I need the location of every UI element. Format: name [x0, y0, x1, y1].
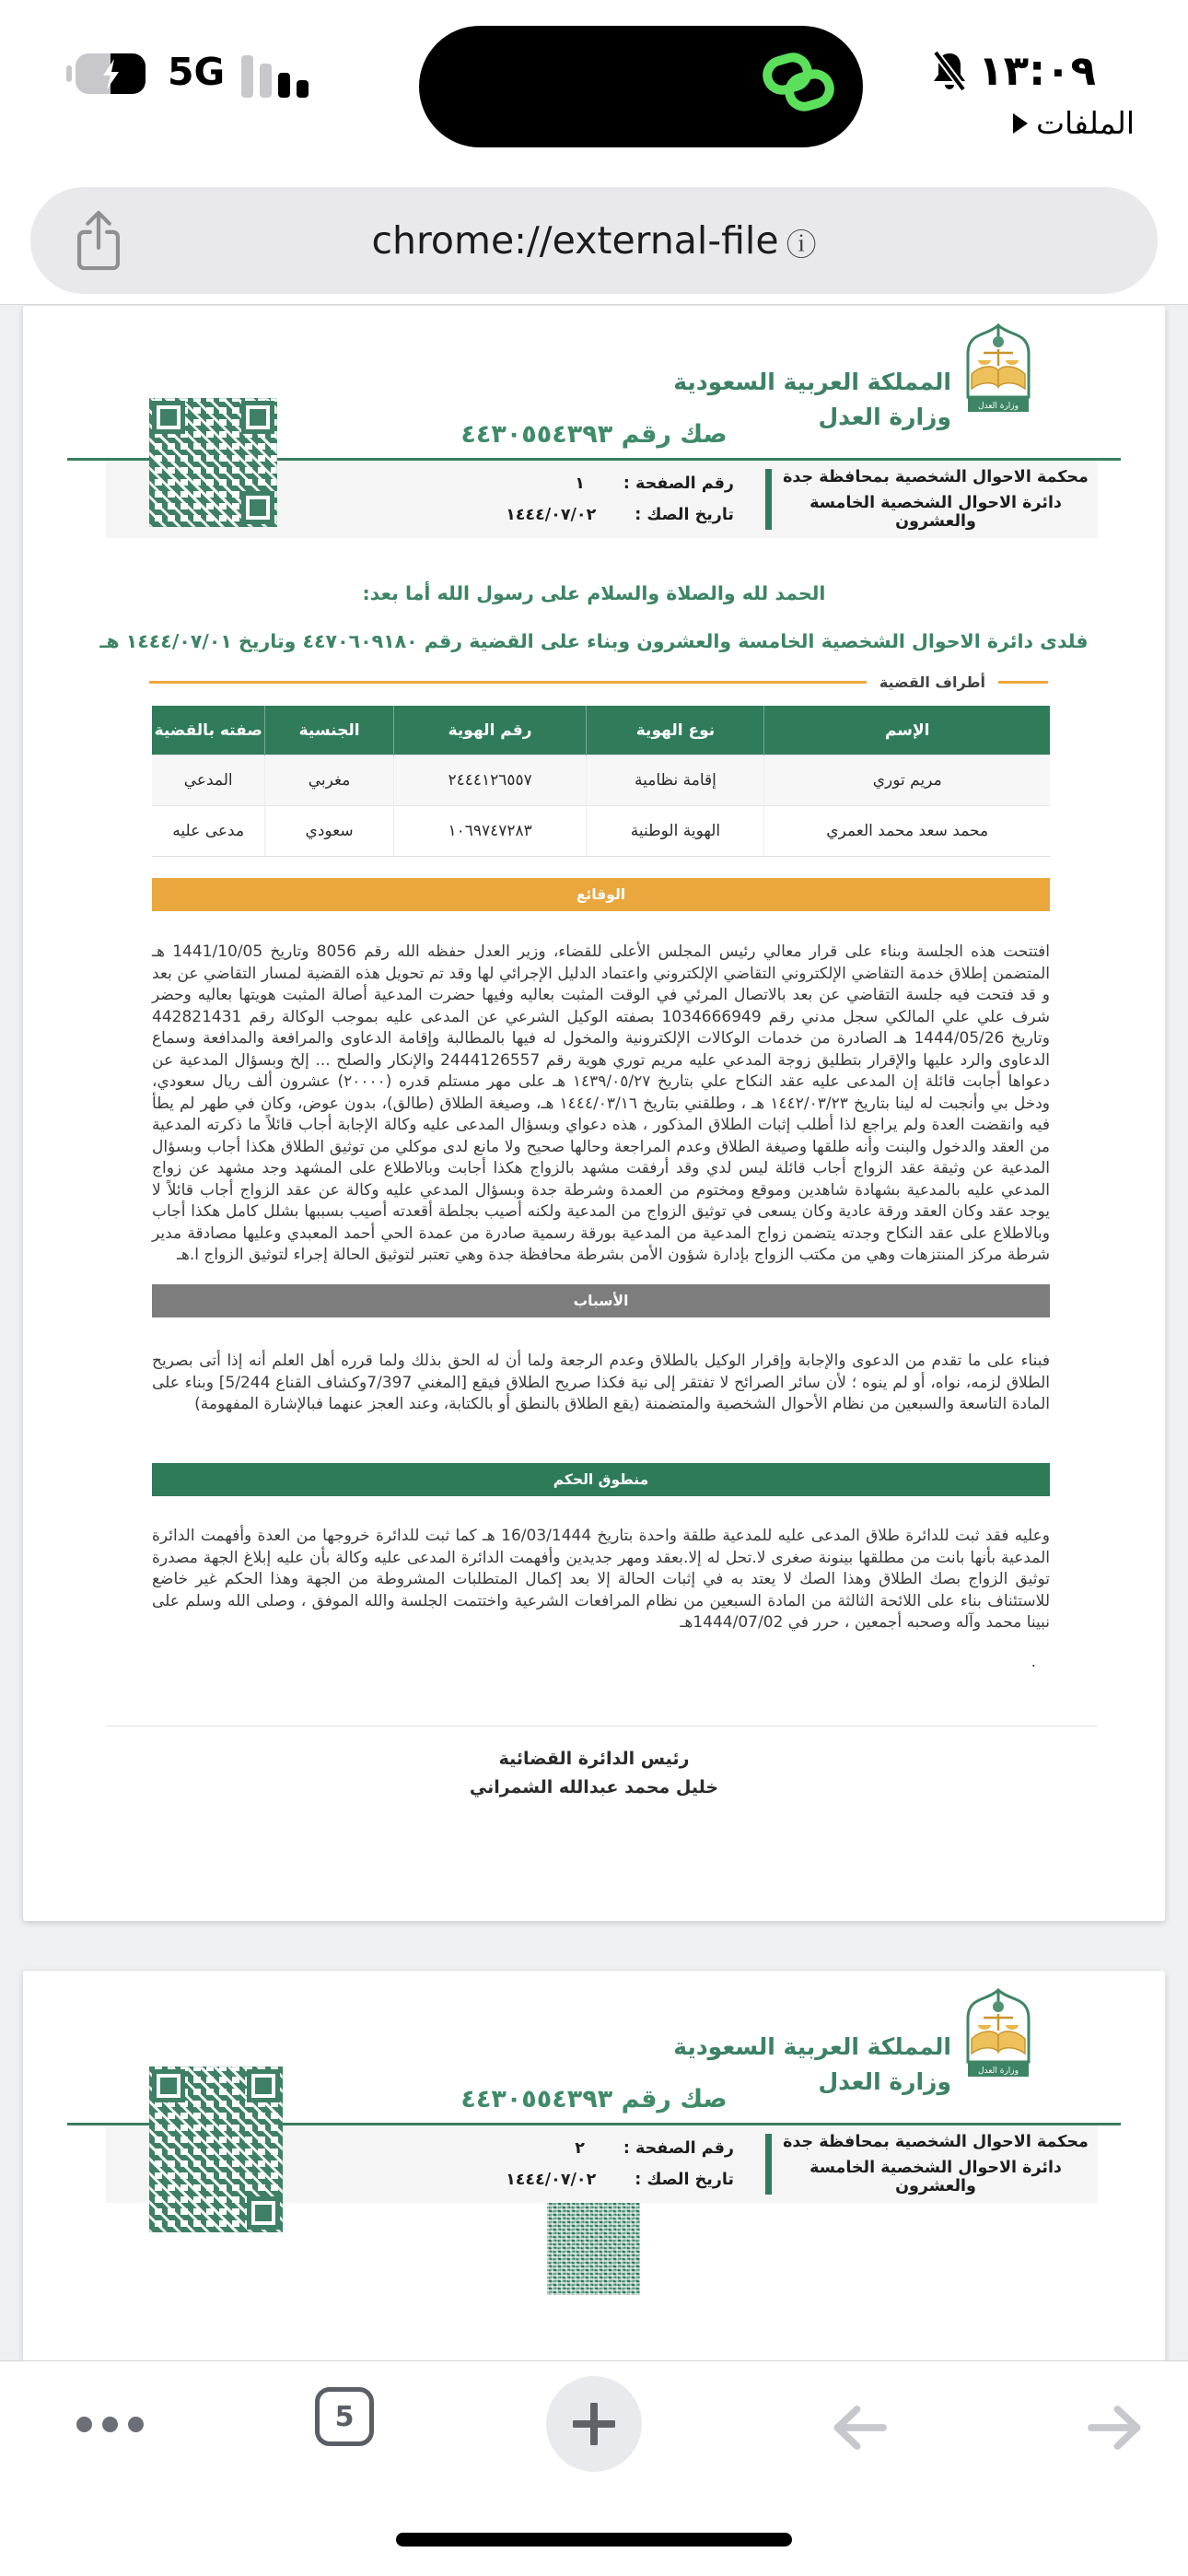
time-label: ١٣:٠٩ [978, 46, 1096, 95]
cell-id-number: ١٠٦٩٧٤٧٢٨٣ [393, 806, 587, 857]
info-icon[interactable]: ⓘ [786, 226, 817, 263]
ministry-label: وزارة العدل [818, 404, 951, 430]
plus-icon [573, 2403, 615, 2445]
tab-count: 5 [334, 2400, 355, 2433]
page-number-value: ١ [575, 474, 585, 493]
col-header-id-type: نوع الهوية [587, 706, 764, 755]
deed-date-label: تاريخ الصك : [635, 2171, 734, 2190]
more-options-button[interactable] [76, 2417, 144, 2432]
signal-strength-icon [241, 53, 309, 98]
ruling-end-mark: . [1031, 1653, 1036, 1671]
ruling-banner: منطوق الحكم [152, 1463, 1050, 1496]
back-to-files-breadcrumb[interactable] [1013, 105, 1135, 141]
header-separator-bar [765, 469, 772, 530]
ruling-text: وعليه فقد ثبت للدائرة طلاق المدعى عليه للمدعية طلقة واحدة بتاريخ 16/03/1444 هـ كما ثبت للدائرة خروجها من العدة وأفهمت الدائرة المدعية بأنها بانت من مطلقها بينونة صغرى لا.تحل له إلا.بعقد ومهر جديدين وأفهمت الدائرة المدعى عليه وكالة بأن عليه إبلاغ الجهة مصدرة توثيق الزواج بصك الطلاق وهذا الصك لا يعتد به في إثبات الحالة إلا بعد إكمال المتطلبات المشروطة من الجهة وهذا الحكم غير خاضع للاستئناف بناء على اللائحة الثالثة من المادة السبعين من نظام المرافعات الشرعية واختتمت الجلسة والله الموفق ، وصلى الله وسلم على نبينا محمد وآله وصحبه أجمعين ، حرر في 1444/07/02هـ [152, 1527, 1050, 1632]
reasons-banner: الأسباب [152, 1284, 1050, 1317]
ministry-of-justice-logo [961, 1988, 1036, 2080]
court-name: محكمة الاحوال الشخصية بمحافظة جدة [783, 2133, 1089, 2151]
bottom-toolbar [0, 2360, 1188, 2576]
cell-role: المدعي [152, 755, 265, 806]
signature-name: خليل محمد عبدالله الشمراني [469, 1777, 719, 1797]
bell-slash-icon [930, 49, 969, 93]
col-header-role: صفته بالقضية [152, 706, 265, 755]
reasons-text: فبناء على ما تقدم من الدعوى والإجابة وإقرار الوكيل بالطلاق وعدم الرجعة ولما أن له الحق بذلك ولما قرره أهل العلم أنه إذا أتى بصريح الطلاق لزمه، نواه، أو لم ينوه ؛ لأن سائر الصرائح لا تفتقر إلى نية فكذا صريح الطلاق فيقع [المغني 7/397وكشاف القناع 5/244] وبناء على المادة التاسعة والسبعين من نظام الأحوال الشخصية والمتضمنة (يقع الطلاق بالنطق أو بالكتابة، وعند العجز عنهما فبالإشارة المفهومة) [152, 1352, 1050, 1413]
signature-role: رئيس الدائرة القضائية [498, 1749, 690, 1769]
qr-code [149, 398, 277, 527]
page-number-label: رقم الصفحة : [623, 2138, 734, 2158]
table-row [152, 755, 1050, 806]
intro-line-2: فلدى دائرة الاحوال الشخصية الخامسة والعشرون وبناء على القضية رقم ٤٤٧٠٦٠٩١٨٠ وتاريخ ١٤٤٤/٠٧/٠١ هـ [99, 630, 1089, 652]
new-tab-button[interactable] [546, 2376, 642, 2472]
deed-date-label: تاريخ الصك : [635, 506, 734, 525]
facts-text: افتتحت هذه الجلسة وبناء على قرار معالي رئيس المجلس الأعلى للقضاء، وزير العدل حفظه الله رقم 8056 وتاريخ 1441/10/05 هـ المتضمن إطلاق خدمة التقاضي الإلكتروني التقاضي الإلكتروني واعتماد الدليل الإجرائي لها وقد تم تحويل هذه القضية لمسار التقاضي عن بعد و قد فتحت فيه جلسة التقاضي عن بعد بالاتصال المرئي في الوقت المثبت بعاليه وفيها حضرت المدعية أصالة المثبت هويتها بعاليه وحضر شرف علي علي المالكي سجل مدني رقم 1034666949 بصفته الوكيل الشرعي عن المدعى عليه بموجب الوكالة رقم 442821431 وتاريخ 1444/05/26 هـ الصادرة من خدمات الوكالات الإلكترونية والمخول له فيها بالمطالبة وإقامة الدعاوى والمرافعة والمدافعة وسماع الدعاوى والرد عليها والإقرار بتطليق زوجة المدعي عليه مريم توري هوية رقم 2444126557 والإنكار والصلح ... إلخ وبسؤال المدعية عن دعواها أجابت قائلة إن المدعى عليه عقد النكاح علي بتاريخ ١٤٣٩/٠٥/٢٧ هـ على مهر مستلم قدره (٢٠٠٠٠) عشرون ألف ريال سعودي، ودخل بي وأنجبت له لينا بتاريخ ١٤٤٢/٠٣/٢٣ هـ ، وطلقني بتاريخ ١٤٤٤/٠٣/١٦ هـ، وصيغة الطلاق (طالق)، بدون عوض، وكان في طهر لم يطأ فيه وانقضت العدة ولم يراجع لذا أطلب إثبات الطلاق المذكور ، هذه دعواي وبسؤال المدعى عليه وكالة الإجابة أجاب قائلاً ما ذكرته المدعية من العقد والدخول والبنت وأنه طلقها وصيغة الطلاق وعدم المراجعة وحالها صحيح ولا مانع لدى موكلي من توثيق الطلاق هكذا أجاب وبسؤال المدعية عن وثيقة عقد الزواج أجاب قائلة ليس لدي وقد أرفقت مشهد بالزواج هكذا أجابت وبالاطلاع على المشهد وجد مشهد عن زواج المدعي عليه بالمدعية بشهادة شاهدين وموقع ومختوم من العمدة وشرطة جدة وبسؤال المدعي عليه وكالة عن عقد الزواج أجاب قائلاً لا يوجد عقد وكان العقد ورقة عادية وكان يسعى في توثيق الزواج من المدعية ولكنه أصيب بجلطة أقعدته أصيب بسببها بشلل كامل هكذا أجاب وبالاطلاع على عقد النكاح وجدته يتضمن زواج المدعية من المدعية بورقة رسمية صادرة من عمدة الحي أحمد المعبدي وعليها مصادقة مدير شرطة مركز المنتزهات وهي من مكتب الزواج بإدارة شؤون الأمن بشرطة محافظة جدة وهي تعتبر لتوثيق الحالة إجراء لتوثيق الزواج ا.هـ [152, 943, 1050, 1264]
status-bar [0, 0, 1188, 184]
cell-id-number: ٢٤٤٤١٢٦٥٥٧ [393, 755, 587, 806]
link-rings-icon [762, 52, 837, 116]
ministry-of-justice-logo [961, 323, 1036, 416]
court-name: محكمة الاحوال الشخصية بمحافظة جدة [783, 468, 1089, 486]
svg-text:وزارة العدل: وزارة العدل [978, 2067, 1019, 2076]
url-value: chrome://external-file [371, 218, 779, 263]
col-header-nationality: الجنسية [265, 706, 393, 755]
deed-date-value: ١٤٤٤/٠٧/٠٢ [506, 506, 597, 525]
deed-number: صك رقم ٤٤٣٠٥٥٤٣٩٣ [460, 2085, 728, 2113]
qr-code [149, 2067, 283, 2232]
back-button[interactable] [827, 2404, 891, 2455]
marker-line-short [998, 681, 1048, 684]
back-to-app-label: الملفات [1035, 105, 1135, 141]
parties-table [152, 706, 1050, 857]
page-number-value: ٢ [575, 2138, 585, 2158]
parties-section-marker [149, 673, 1048, 691]
tab-switcher-button[interactable] [315, 2387, 374, 2446]
page-number-label: رقم الصفحة : [623, 474, 734, 493]
omnibox[interactable] [30, 187, 1158, 294]
circuit-name: دائرة الاحوال الشخصية الخامسة والعشرون [809, 2159, 1062, 2195]
header-separator-bar [765, 2134, 772, 2195]
cell-nationality: سعودي [265, 806, 393, 857]
cell-name: محمد سعد محمد العمري [764, 806, 1050, 857]
table-header-row [152, 706, 1050, 755]
battery-icon [66, 52, 149, 96]
col-header-id-number: رقم الهوية [393, 706, 587, 755]
table-row [152, 806, 1050, 857]
dynamic-island[interactable] [419, 26, 863, 147]
back-arrow-icon [827, 2404, 891, 2452]
web-content[interactable] [0, 305, 1188, 2360]
deed-number: صك رقم ٤٤٣٠٥٥٤٣٩٣ [460, 420, 728, 449]
document-page-2 [23, 1971, 1165, 2360]
signature-divider [106, 1726, 1098, 1727]
facts-banner: الوقائع [152, 878, 1050, 911]
cell-nationality: مغربي [265, 755, 393, 806]
forward-arrow-icon [1083, 2404, 1147, 2452]
kingdom-label: المملكة العربية السعودية [673, 369, 951, 395]
intro-line-1: الحمد لله والصلاة والسلام على رسول الله أما بعد: [362, 582, 826, 604]
home-indicator[interactable] [396, 2533, 792, 2547]
marker-line-long [149, 681, 867, 684]
deed-date-value: ١٤٤٤/٠٧/٠٢ [506, 2171, 597, 2190]
kingdom-label: المملكة العربية السعودية [673, 2033, 951, 2060]
cell-id-type: الهوية الوطنية [587, 806, 764, 857]
document-page-1 [23, 306, 1165, 1921]
ministry-label: وزارة العدل [818, 2068, 951, 2095]
svg-text:وزارة العدل: وزارة العدل [978, 402, 1019, 411]
cell-name: مريم توري [764, 755, 1050, 806]
url-text [30, 187, 1158, 294]
network-type-label: 5G [168, 50, 226, 94]
cell-id-type: إقامة نظامية [587, 755, 764, 806]
digital-stamp-code [547, 2203, 640, 2295]
cell-role: مدعى عليه [152, 806, 265, 857]
back-to-app-icon [1013, 113, 1028, 134]
col-header-name: الإسم [764, 706, 1050, 755]
circuit-name: دائرة الاحوال الشخصية الخامسة والعشرون [809, 494, 1062, 531]
status-time [930, 46, 1096, 95]
forward-button[interactable] [1083, 2404, 1147, 2455]
parties-section-label: أطراف القضية [879, 673, 985, 691]
